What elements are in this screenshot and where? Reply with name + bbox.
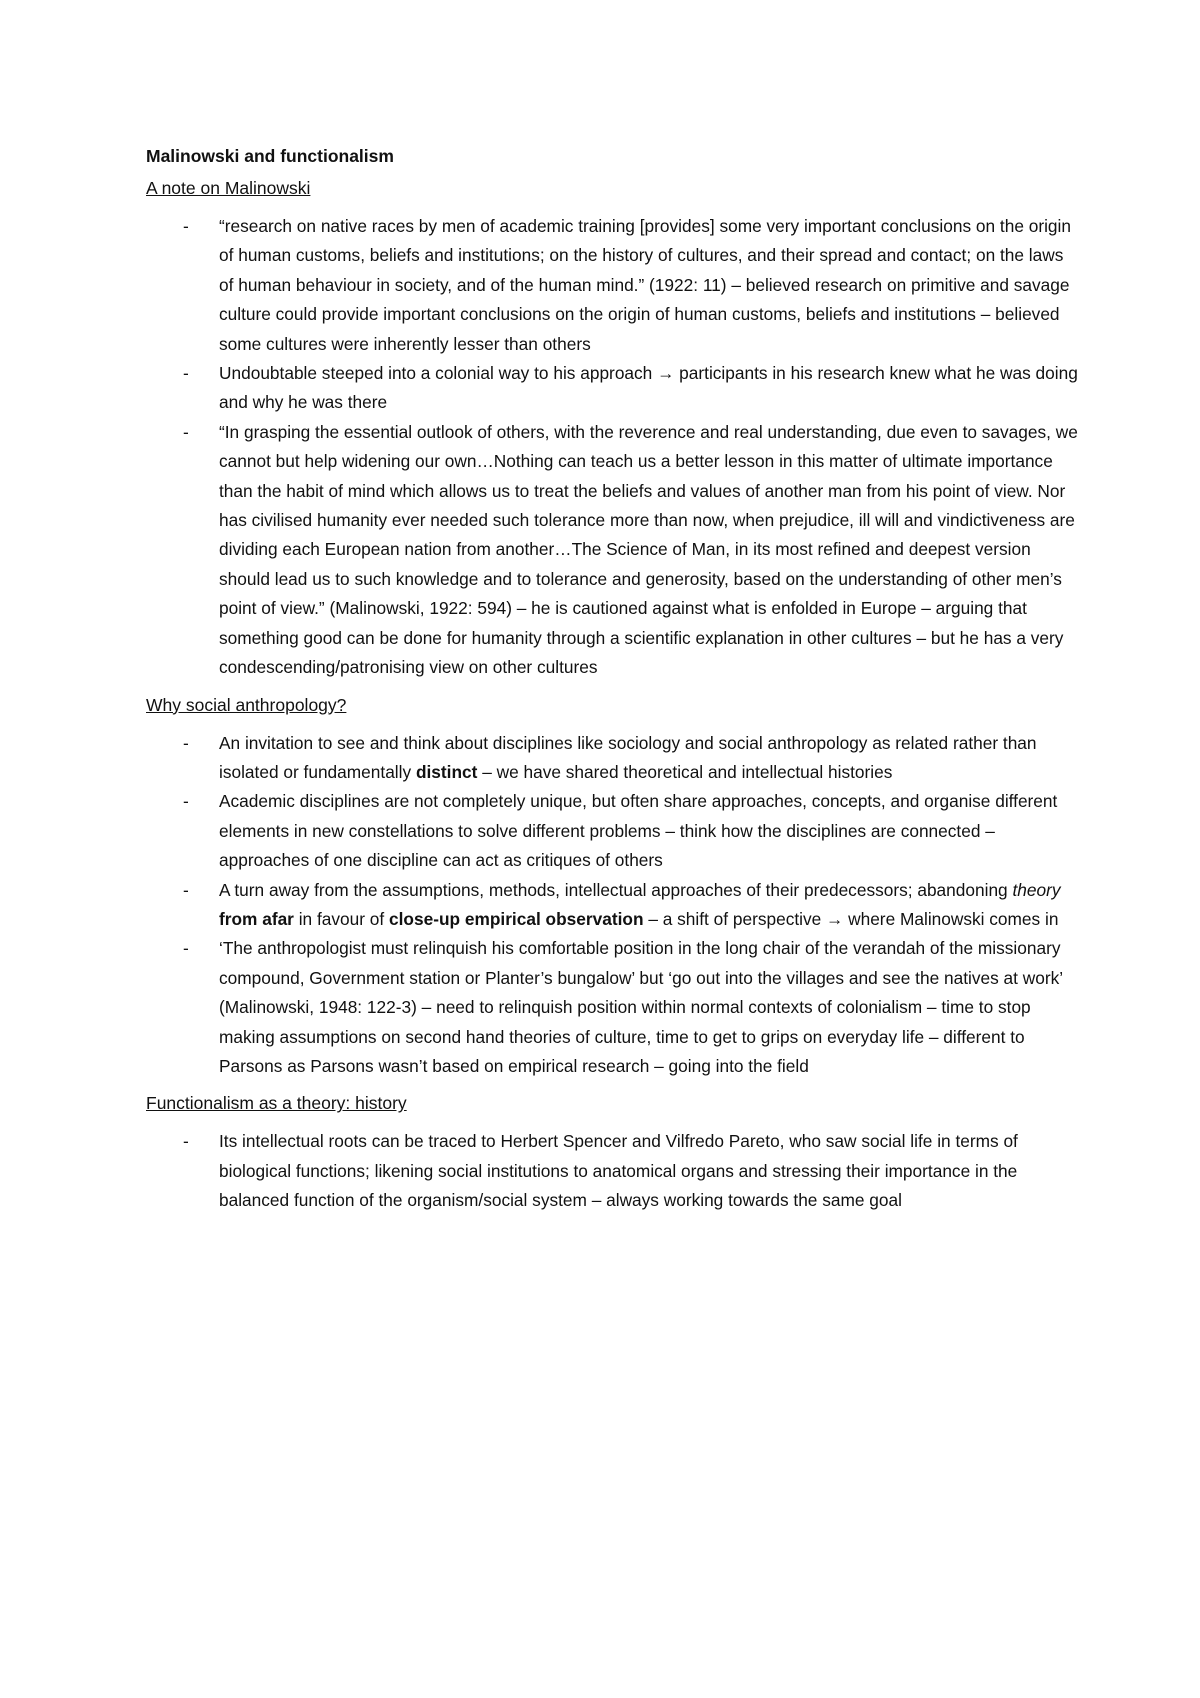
bullet-item (146, 876, 1080, 935)
bullet-item (146, 1127, 1080, 1215)
bullet-item (146, 418, 1080, 683)
section-heading: Why social anthropology? (146, 694, 347, 715)
document-section (146, 695, 1080, 1082)
italic-text: theory (1012, 879, 1061, 900)
text-run: in favour of (293, 908, 390, 929)
bullet-item (146, 729, 1080, 788)
text-run: An invitation to see and think about disciplines like sociology and social anthropology as related rather than isolated or fundamentally (219, 732, 1037, 782)
text-run: “research on native races by men of academic training [provides] some very important conclusions on the origin of human customs, beliefs and institutions; on the history of cultures, and their spread and contact; on the laws of human behaviour in society, and of the human mind.” (1922: 11) – believed research on primitive and savage culture could provide important conclusions on the origin of human customs, beliefs and institutions – believed some cultures were inherently lesser than others (219, 216, 1071, 354)
text-run: ‘The anthropologist must relinquish his comfortable position in the long chair of the verandah of the missionary compound, Government station or Planter’s bungalow’ but ‘go out into the villages and see the natives at work’ (Malinowski, 1948: 122-3) – need to relinquish position within normal contexts of colonialism – time to stop making assumptions on second hand theories of culture, time to get to grips on everyday life – different to Parsons as Parsons wasn’t based on empirical research – going into the field (219, 938, 1063, 1076)
text-run: – we have shared theoretical and intellectual histories (477, 761, 893, 782)
document-body (146, 178, 1080, 1216)
document-section (146, 178, 1080, 683)
bullet-list (146, 212, 1080, 683)
document-section (146, 1093, 1080, 1215)
text-run: Undoubtable steeped into a colonial way to his approach → participants in his research knew what he was doing and why he was there (219, 363, 1078, 413)
bullet-item (146, 359, 1080, 418)
bold-text: from afar (219, 908, 294, 929)
text-run: Its intellectual roots can be traced to Herbert Spencer and Vilfredo Pareto, who saw social life in terms of biological functions; likening social institutions to anatomical organs and stressing their importance in the balanced function of the organism/social system – always working towards the same goal (219, 1131, 1018, 1211)
bullet-list (146, 1127, 1080, 1215)
bullet-item (146, 934, 1080, 1081)
bold-text: close-up empirical observation (389, 908, 644, 929)
bullet-item (146, 787, 1080, 875)
text-run: “In grasping the essential outlook of others, with the reverence and real understanding, due even to savages, we cannot but help widening our own…Nothing can teach us a better lesson in this matter of ultimate importance than the habit of mind which allows us to treat the beliefs and values of another man from his point of view. Nor has civilised humanity ever needed such tolerance more than now, when prejudice, ill will and vindictiveness are dividing each European nation from another…The Science of Man, in its most refined and deepest version should lead us to such knowledge and to tolerance and generosity, based on the understanding of other men’s point of view.” (Malinowski, 1922: 594) – he is cautioned against what is enfolded in Europe – arguing that something good can be done for humanity through a scientific explanation in other cultures – but he has a very condescending/patronising view on other cultures (219, 421, 1078, 678)
text-run: Academic disciplines are not completely unique, but often share approaches, concepts, and organise different elements in new constellations to solve different problems – think how the disciplines are connected – approaches of one discipline can act as critiques of others (219, 791, 1058, 871)
document-title: Malinowski and functionalism (146, 146, 394, 166)
section-heading: Functionalism as a theory: history (146, 1093, 407, 1114)
text-run: A turn away from the assumptions, methods, intellectual approaches of their predecessors; abandoning (219, 879, 1013, 900)
bullet-list (146, 729, 1080, 1082)
bold-text: distinct (415, 761, 478, 782)
text-run: – a shift of perspective → where Malinowski comes in (643, 908, 1059, 929)
section-heading: A note on Malinowski (146, 178, 311, 198)
bullet-item (146, 212, 1080, 359)
